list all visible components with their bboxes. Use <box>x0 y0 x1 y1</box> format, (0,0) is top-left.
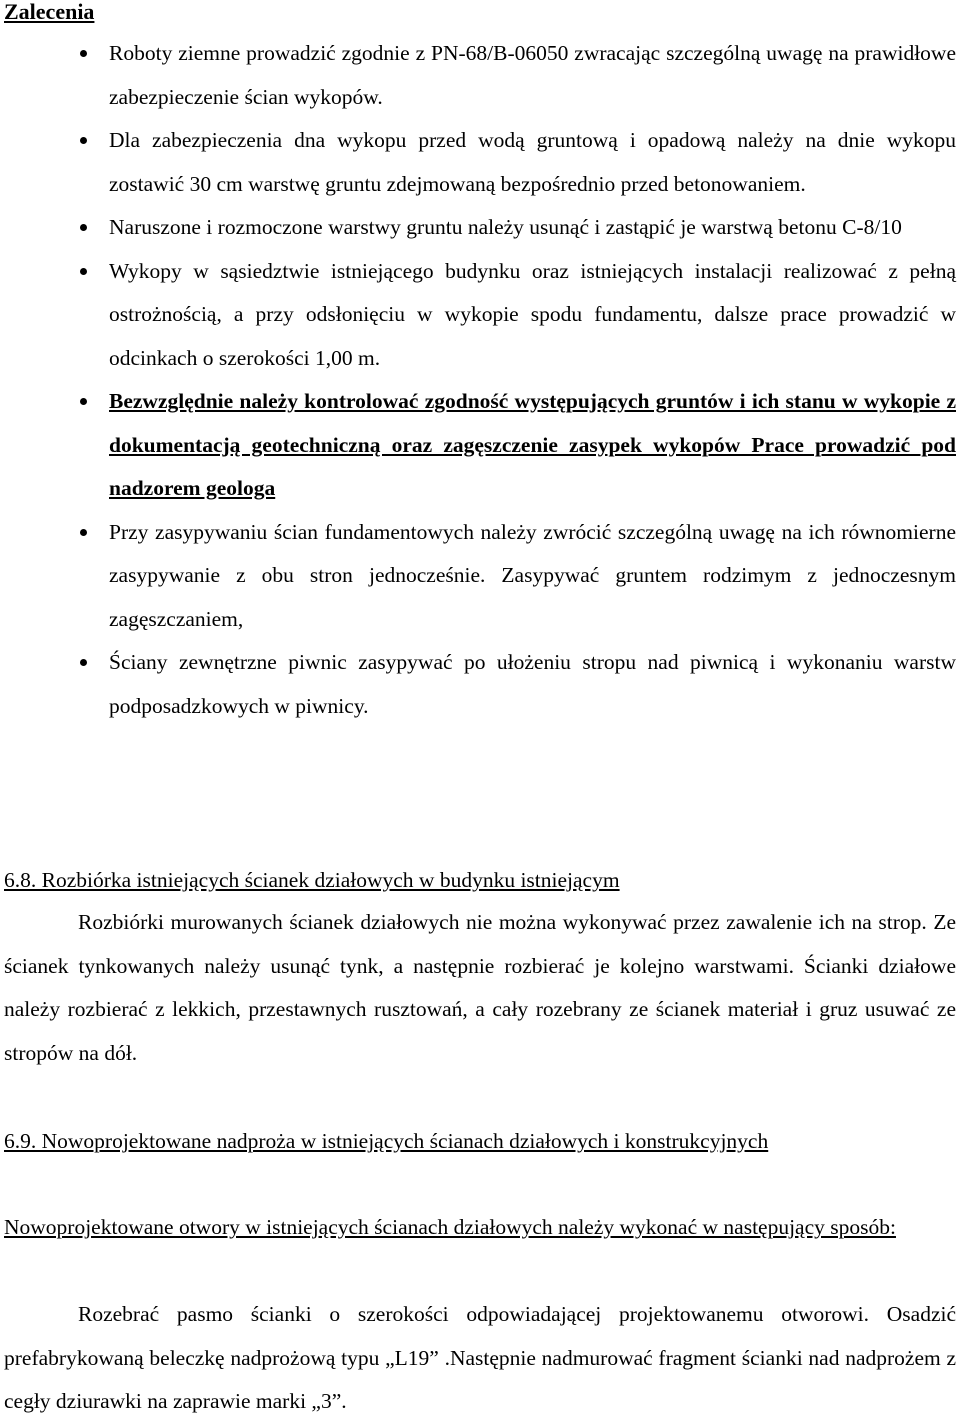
recommendations-list <box>0 32 960 728</box>
section-6-9-text: Rozebrać pasmo ścianki o szerokości odpowiadającej projektowanemu otworowi. Osadzić prefabrykowaną beleczkę nadprożową typu „L19” .Następnie nadmurować fragment ścianki nad nadprożem z cegły dziurawki na zaprawie marki „3”. <box>4 1302 956 1413</box>
bullet-icon <box>80 268 87 275</box>
list-item <box>0 206 960 250</box>
bullet-icon <box>80 224 87 231</box>
section-6-8-text: Rozbiórki murowanych ścianek działowych nie można wykonywać przez zawalenie ich na strop. Ze ścianek tynkowanych należy usunąć tynk, a następnie rozbierać je kolejno warstwami. Ścianki działowe należy rozbierać z lekkich, przestawnych rusztowań, a cały rozebrany ze ścianek materiał i gruz usuwać ze stropów na dół. <box>4 910 956 1065</box>
list-item <box>0 641 960 728</box>
bullet-icon <box>80 50 87 57</box>
heading-zalecenia: Zalecenia <box>4 0 95 24</box>
list-item-text: Ściany zewnętrzne piwnic zasypywać po ułożeniu stropu nad piwnicą i wykonaniu warstw podposadzkowych w piwnicy. <box>109 650 956 718</box>
list-item-text: Bezwzględnie należy kontrolować zgodność występujących gruntów i ich stanu w wykopie z dokumentacją geotechniczną oraz zagęszczenie zasypek wykopów Prace prowadzić pod nadzorem geologa <box>109 389 956 500</box>
list-item-text: Naruszone i rozmoczone warstwy gruntu należy usunąć i zastąpić je warstwą betonu C-8/10 <box>109 215 902 239</box>
bullet-icon <box>80 529 87 536</box>
section-6-9-intro: Nowoprojektowane otwory w istniejących ścianach działowych należy wykonać w następujący sposób: <box>4 1215 896 1239</box>
section-6-9-body <box>4 1293 956 1424</box>
list-item-text: Przy zasypywaniu ścian fundamentowych należy zwrócić szczególną uwagę na ich równomierne zasypywanie z obu stron jednocześnie. Zasypywać gruntem rodzimym z jednoczesnym zagęszczaniem, <box>109 519 956 631</box>
bullet-icon <box>80 659 87 666</box>
list-item <box>0 32 960 119</box>
section-6-8-title: 6.8. Rozbiórka istniejących ścianek działowych w budynku istniejącym <box>4 868 620 892</box>
list-item-text: Wykopy w sąsiedztwie istniejącego budynku oraz istniejących instalacji realizować z pełną ostrożnością, a przy odsłonięciu w wykopie spodu fundamentu, dalsze prace prowadzić w odcinkach o szerokości 1,00 m. <box>109 258 956 370</box>
list-item <box>0 511 960 642</box>
list-item-text: Dla zabezpieczenia dna wykopu przed wodą gruntową i opadową należy na dnie wykopu zostawić 30 cm warstwę gruntu zdejmowaną bezpośrednio przed betonowaniem. <box>109 128 956 196</box>
list-item-emphasis <box>0 380 960 511</box>
bullet-icon <box>80 398 87 405</box>
list-item <box>0 250 960 381</box>
section-6-8-body <box>4 901 956 1075</box>
bullet-icon <box>80 137 87 144</box>
list-item <box>0 119 960 206</box>
section-6-9-title: 6.9. Nowoprojektowane nadproża w istniejących ścianach działowych i konstrukcyjnych <box>4 1129 769 1153</box>
list-item-text: Roboty ziemne prowadzić zgodnie z PN-68/B-06050 zwracając szczególną uwagę na prawidłowe zabezpieczenie ścian wykopów. <box>109 41 956 109</box>
